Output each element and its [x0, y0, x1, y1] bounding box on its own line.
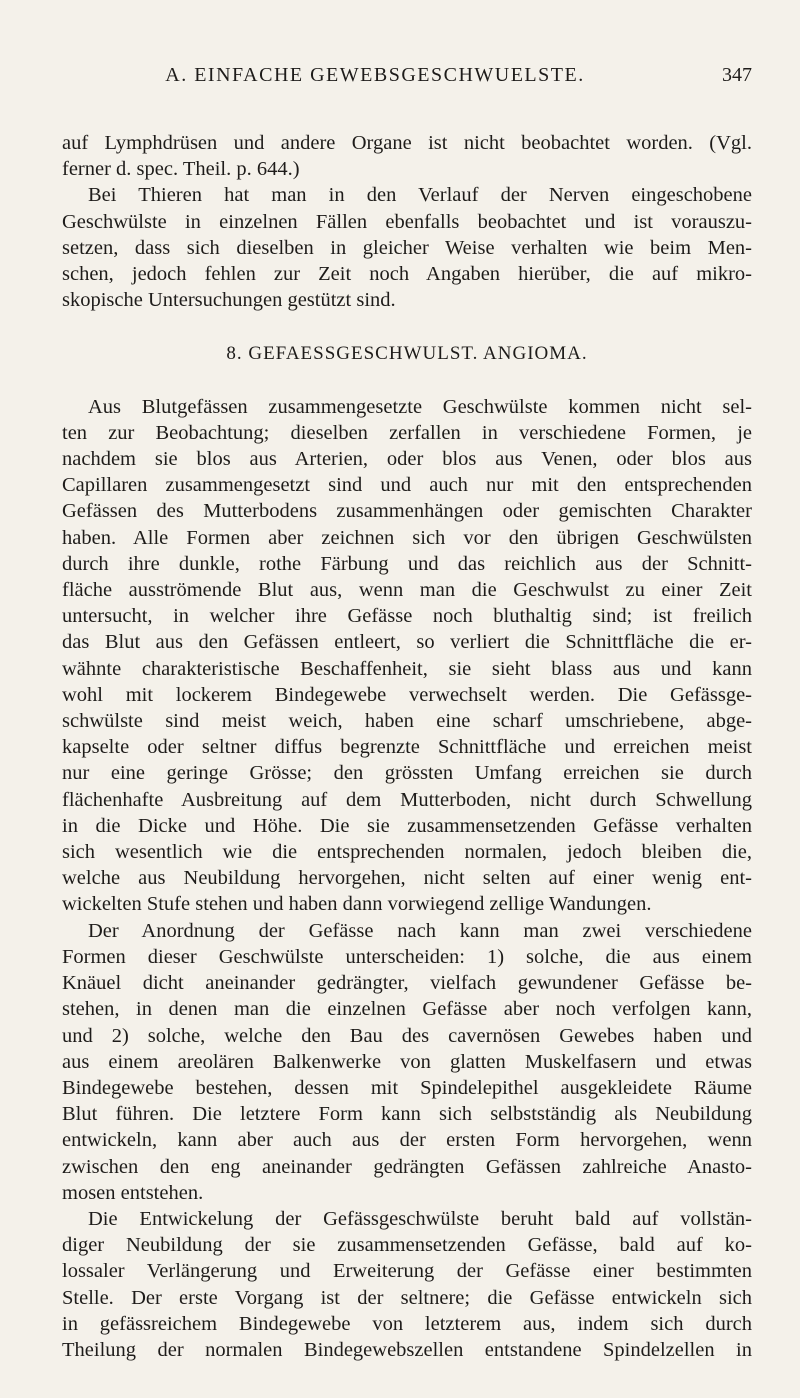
page-header — [62, 50, 752, 90]
text-line: lossaler Verlängerung und Erweiterung der Gefässe einer bestimmten — [62, 1260, 752, 1283]
text-line: aus einem areolären Balkenwerke von glatten Muskelfasern und etwas — [62, 1050, 752, 1073]
text-line: Bindegewebe bestehen, dessen mit Spindelepithel ausgekleidete Räume — [62, 1076, 752, 1099]
text-line: Formen dieser Geschwülste unterscheiden: 1) solche, die aus einem — [62, 945, 752, 968]
text-line: zwischen den eng aneinander gedrängten Gefässen zahlreiche Anasto- — [62, 1155, 752, 1178]
text-line: setzen, dass sich dieselben in gleicher Weise verhalten wie beim Men- — [62, 236, 752, 259]
text-line: Stelle. Der erste Vorgang ist der seltnere; die Gefässe entwickeln sich — [62, 1286, 752, 1309]
text-line: flächenhafte Ausbreitung auf dem Mutterboden, nicht durch Schwellung — [62, 788, 752, 811]
text-line: Capillaren zusammengesetzt sind und auch nur mit den entsprechenden — [62, 474, 752, 497]
section-heading: 8. GEFAESSGESCHWULST. ANGIOMA. — [226, 343, 588, 365]
running-head: A. EINFACHE GEWEBSGESCHWUELSTE. — [165, 64, 585, 86]
text-line: untersucht, in welcher ihre Gefässe noch bluthaltig sind; ist freilich — [62, 605, 752, 628]
text-line: nachdem sie blos aus Arterien, oder blos aus Venen, oder blos aus — [62, 448, 752, 471]
text-line: ferner d. spec. Theil. p. 644.) — [62, 158, 300, 181]
text-line: das Blut aus den Gefässen entleert, so verliert die Schnittfläche die er- — [62, 631, 752, 654]
text-line: Gefässen des Mutterbodens zusammenhängen oder gemischten Charakter — [62, 500, 752, 523]
text-line: skopische Untersuchungen gestützt sind. — [62, 289, 396, 312]
text-line: schen, jedoch fehlen zur Zeit noch Angaben hierüber, die auf mikro- — [62, 263, 752, 286]
text-line: Bei Thieren hat man in den Verlauf der Nerven eingeschobene — [88, 184, 752, 207]
text-line: Die Entwickelung der Gefässgeschwülste beruht bald auf vollstän- — [88, 1207, 752, 1230]
paragraph-5 — [62, 1206, 752, 1363]
text-line: Geschwülste in einzelnen Fällen ebenfalls beobachtet und ist vorauszu- — [62, 210, 752, 233]
paragraph-3 — [62, 394, 752, 918]
paragraph-4 — [62, 918, 752, 1206]
text-line: nur eine geringe Grösse; den grössten Umfang erreichen sie durch — [62, 762, 752, 785]
text-line: Aus Blutgefässen zusammengesetzte Geschwülste kommen nicht sel- — [88, 395, 752, 418]
text-line: entwickeln, kann aber auch aus der ersten Form hervorgehen, wenn — [62, 1129, 752, 1152]
text-line: auf Lymphdrüsen und andere Organe ist nicht beobachtet worden. (Vgl. — [62, 132, 752, 154]
text-line: Blut führen. Die letztere Form kann sich selbstständig als Neubildung — [62, 1103, 752, 1126]
text-line: in die Dicke und Höhe. Die sie zusammensetzenden Gefässe verhalten — [62, 814, 752, 837]
text-line: durch ihre dunkle, rothe Färbung und das reichlich aus der Schnitt- — [62, 552, 752, 575]
text-line: welche aus Neubildung hervorgehen, nicht selten auf einer wenig ent- — [62, 867, 752, 890]
text-line: in gefässreichem Bindegewebe von letzterem aus, indem sich durch — [62, 1312, 752, 1335]
text-line: schwülste sind meist weich, haben eine scharf umschriebene, abge- — [62, 710, 752, 733]
paragraph-2 — [62, 182, 752, 313]
text-line: ten zur Beobachtung; dieselben zerfallen in verschiedene Formen, je — [62, 421, 752, 444]
text-line: kapselte oder seltner diffus begrenzte Schnittfläche und erreichen meist — [62, 736, 752, 759]
paragraph-1 — [62, 130, 752, 182]
text-line: wohl mit lockerem Bindegewebe verwechselt werden. Die Gefässge- — [62, 683, 752, 706]
text-line: mosen entstehen. — [62, 1181, 204, 1204]
text-line: wähnte charakteristische Beschaffenheit, sie sieht blass aus und kann — [62, 657, 752, 680]
text-line: Knäuel dicht aneinander gedrängter, vielfach gewundener Gefässe be- — [62, 972, 752, 995]
text-line: Theilung der normalen Bindegewebszellen entstandene Spindelzellen in — [62, 1338, 752, 1361]
page-number: 347 — [722, 64, 752, 86]
text-line: wickelten Stufe stehen und haben dann vorwiegend zellige Wandungen. — [62, 893, 652, 916]
book-page — [62, 50, 752, 1361]
text-line: und 2) solche, welche den Bau des cavernösen Gewebes haben und — [62, 1024, 752, 1047]
text-line: diger Neubildung der sie zusammensetzenden Gefässe, bald auf ko- — [62, 1234, 752, 1257]
text-line: sich wesentlich wie die entsprechenden normalen, jedoch bleiben die, — [62, 841, 752, 864]
text-line: fläche ausströmende Blut aus, wenn man die Geschwulst zu einer Zeit — [62, 579, 752, 602]
text-line: Der Anordnung der Gefässe nach kann man zwei verschiedene — [88, 919, 752, 942]
text-line: haben. Alle Formen aber zeichnen sich vor den übrigen Geschwülsten — [62, 526, 752, 549]
body-text — [62, 130, 752, 1363]
text-line: stehen, in denen man die einzelnen Gefässe aber noch verfolgen kann, — [62, 998, 752, 1021]
